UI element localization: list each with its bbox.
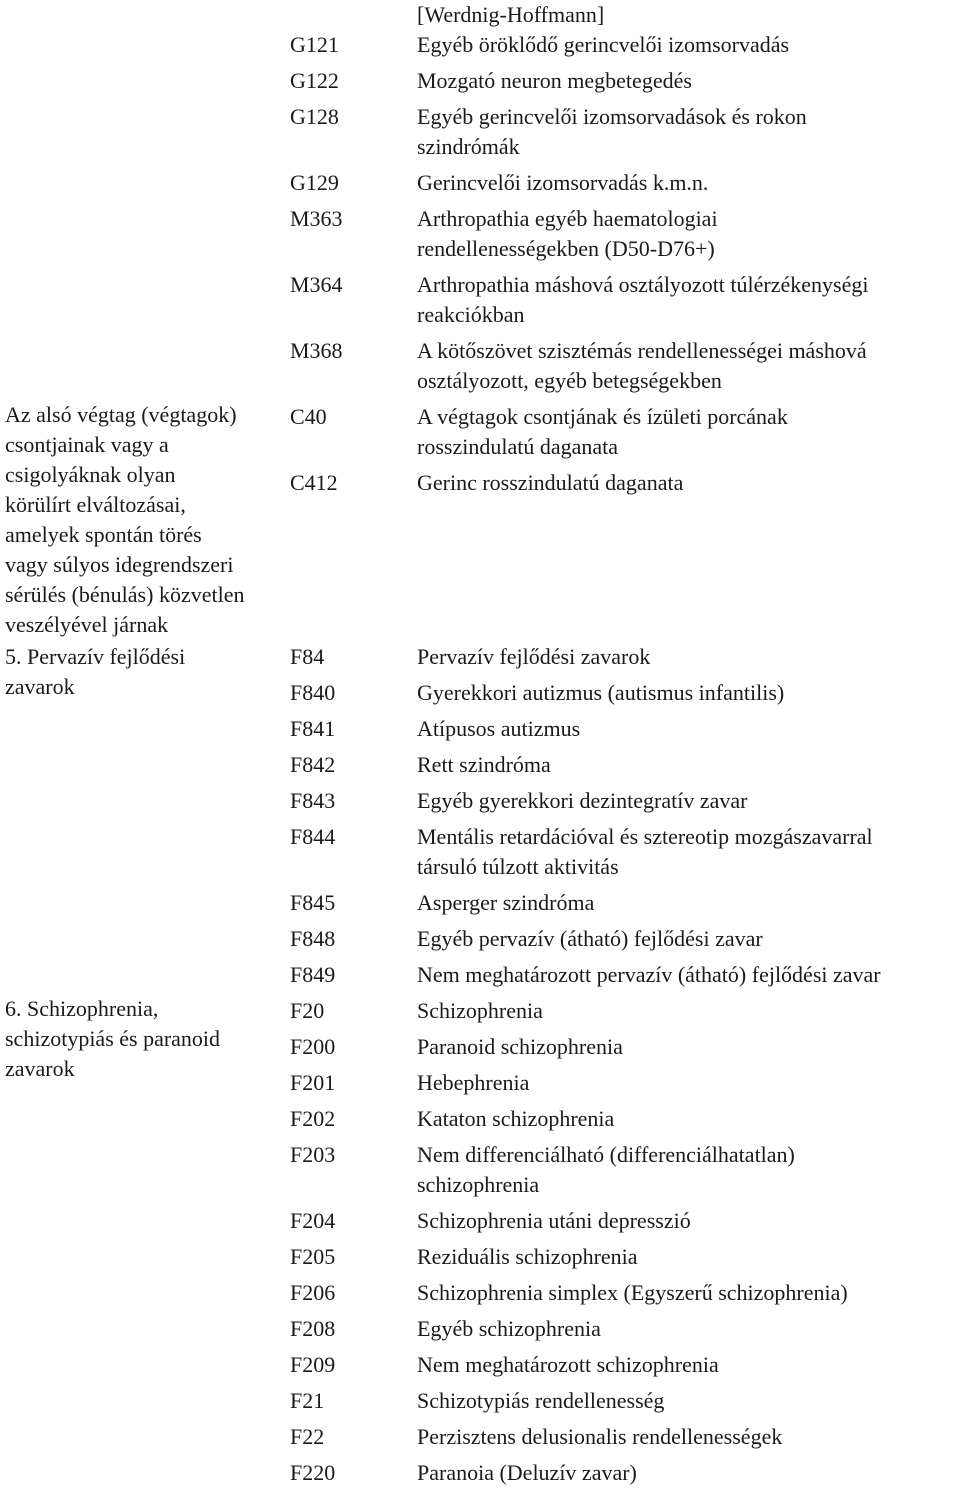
diagnosis-description: Schizophrenia simplex (Egyszerű schizophrenia)	[417, 1280, 848, 1305]
category-text-line: zavarok	[5, 1056, 75, 1081]
diagnosis-description: A végtagok csontjának és ízületi porcának	[417, 404, 788, 429]
diagnosis-description: Nem differenciálható (differenciálhatatlan)	[417, 1142, 795, 1167]
diagnosis-code: F843	[290, 788, 336, 813]
diagnosis-code: F202	[290, 1106, 336, 1131]
diagnosis-description: [Werdnig-Hoffmann]	[417, 2, 605, 27]
category-text-line: 6. Schizophrenia,	[5, 996, 159, 1021]
category-text-line: amelyek spontán törés	[5, 522, 202, 547]
diagnosis-code: C40	[290, 404, 327, 429]
diagnosis-description: Atípusos autizmus	[417, 716, 581, 741]
category-text-line: zavarok	[5, 674, 75, 699]
diagnosis-code: F208	[290, 1316, 336, 1341]
diagnosis-code: G129	[290, 170, 339, 195]
diagnosis-code: M368	[290, 338, 343, 363]
category-text-line: sérülés (bénulás) közvetlen	[5, 582, 245, 607]
diagnosis-code: F200	[290, 1034, 336, 1059]
diagnosis-code: M364	[290, 272, 343, 297]
diagnosis-description: Egyéb gerincvelői izomsorvadások és rokon	[417, 104, 807, 129]
diagnosis-description: Asperger szindróma	[417, 890, 595, 915]
diagnosis-description: Arthropathia egyéb haematologiai	[417, 206, 718, 231]
diagnosis-description: Nem meghatározott schizophrenia	[417, 1352, 719, 1377]
diagnosis-description: Egyéb öröklődő gerincvelői izomsorvadás	[417, 32, 790, 57]
category-text-line: körülírt elváltozásai,	[5, 492, 186, 517]
category-text-line: vagy súlyos idegrendszeri	[5, 552, 234, 577]
diagnosis-description: Hebephrenia	[417, 1070, 530, 1095]
diagnosis-description: Egyéb schizophrenia	[417, 1316, 601, 1341]
diagnosis-description: Paranoia (Deluzív zavar)	[417, 1460, 637, 1485]
diagnosis-code: M363	[290, 206, 343, 231]
diagnosis-description: Perzisztens delusionalis rendellenességek	[417, 1424, 783, 1449]
diagnosis-code: F849	[290, 962, 336, 987]
diagnosis-description: Rett szindróma	[417, 752, 551, 777]
diagnosis-description: Paranoid schizophrenia	[417, 1034, 623, 1059]
diagnosis-code: F840	[290, 680, 336, 705]
category-text-line: Az alsó végtag (végtagok)	[5, 402, 237, 427]
diagnosis-description: Gerinc rosszindulatú daganata	[417, 470, 684, 495]
category-text-line: veszélyével járnak	[5, 612, 169, 637]
diagnosis-description: rendellenességekben (D50-D76+)	[417, 236, 715, 261]
diagnosis-description: Kataton schizophrenia	[417, 1106, 615, 1131]
diagnosis-code: F204	[290, 1208, 336, 1233]
diagnosis-code: F220	[290, 1460, 336, 1485]
category-text-line: schizotypiás és paranoid	[5, 1026, 221, 1051]
diagnosis-code: F203	[290, 1142, 336, 1167]
diagnosis-code: F206	[290, 1280, 336, 1305]
diagnosis-code: F848	[290, 926, 336, 951]
diagnosis-description: Schizophrenia	[417, 998, 543, 1023]
diagnosis-code: F842	[290, 752, 336, 777]
diagnosis-description: A kötőszövet szisztémás rendellenességei máshová	[417, 338, 867, 363]
diagnosis-code: G122	[290, 68, 339, 93]
category-text-line: 5. Pervazív fejlődési	[5, 644, 186, 669]
diagnosis-description: schizophrenia	[417, 1172, 540, 1197]
diagnosis-description: Schizophrenia utáni depresszió	[417, 1208, 691, 1233]
diagnosis-description: Nem meghatározott pervazív (átható) fejlődési zavar	[417, 962, 881, 987]
diagnosis-code: C412	[290, 470, 338, 495]
diagnosis-description: Mentális retardációval és sztereotip mozgászavarral	[417, 824, 873, 849]
diagnosis-description: Egyéb pervazív (átható) fejlődési zavar	[417, 926, 763, 951]
diagnosis-code: F21	[290, 1388, 325, 1413]
diagnosis-description: rosszindulatú daganata	[417, 434, 618, 459]
category-text-line: csontjainak vagy a	[5, 432, 169, 457]
diagnosis-description: Mozgató neuron megbetegedés	[417, 68, 692, 93]
diagnosis-code: F84	[290, 644, 325, 669]
diagnosis-code: G128	[290, 104, 339, 129]
diagnosis-description: Gerincvelői izomsorvadás k.m.n.	[417, 170, 709, 195]
diagnosis-description: Reziduális schizophrenia	[417, 1244, 638, 1269]
diagnosis-description: társuló túlzott aktivitás	[417, 854, 619, 879]
diagnosis-code: F201	[290, 1070, 336, 1095]
diagnosis-description: Pervazív fejlődési zavarok	[417, 644, 651, 669]
diagnosis-description: szindrómák	[417, 134, 520, 159]
diagnosis-description: Egyéb gyerekkori dezintegratív zavar	[417, 788, 748, 813]
diagnosis-description: osztályozott, egyéb betegségekben	[417, 368, 722, 393]
diagnosis-code: F209	[290, 1352, 336, 1377]
diagnosis-code: F20	[290, 998, 325, 1023]
diagnosis-description: Gyerekkori autizmus (autismus infantilis)	[417, 680, 785, 705]
diagnosis-code: F841	[290, 716, 336, 741]
diagnosis-description: Arthropathia máshová osztályozott túlérzékenységi	[417, 272, 869, 297]
diagnosis-code: F845	[290, 890, 336, 915]
diagnosis-code: G121	[290, 32, 339, 57]
diagnosis-description: reakciókban	[417, 302, 525, 327]
diagnosis-code: F22	[290, 1424, 325, 1449]
diagnosis-code: F205	[290, 1244, 336, 1269]
diagnosis-code: F844	[290, 824, 336, 849]
diagnosis-description: Schizotypiás rendellenesség	[417, 1388, 665, 1413]
category-text-line: csigolyáknak olyan	[5, 462, 176, 487]
